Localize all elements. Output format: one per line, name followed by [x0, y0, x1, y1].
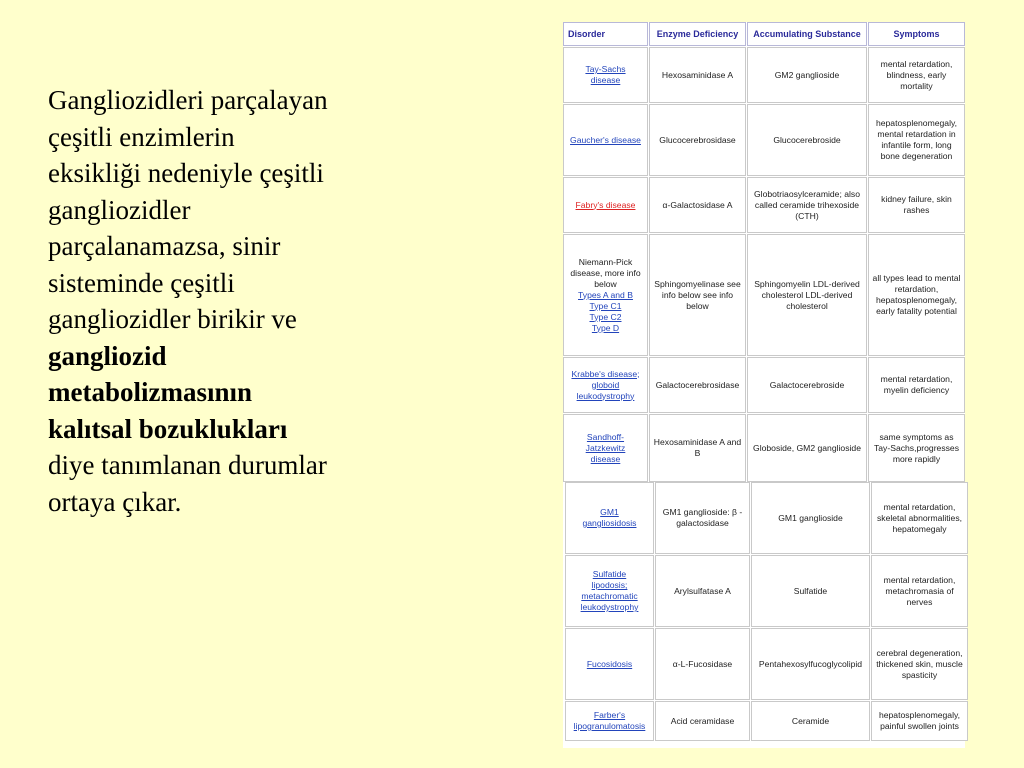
disorder-link[interactable]: Sulfatide [592, 569, 627, 579]
text-line: gangliozidler [48, 194, 191, 225]
text-line: çeşitli enzimlerin [48, 121, 235, 152]
header-symptoms: Symptoms [868, 22, 965, 46]
table-cell-symptoms: mental retardation, blindness, early mortality [868, 47, 965, 103]
table-cell-enzyme: Galactocerebrosidase [649, 357, 746, 413]
table-cell-disorder[interactable] [563, 104, 648, 176]
table-cell-substance: Globotriaosylceramide; also called ceramide trihexoside (CTH) [747, 177, 867, 233]
table-cell-enzyme: Arylsulfatase A [655, 555, 750, 627]
text-line: ortaya çıkar. [48, 486, 182, 517]
table-cell-symptoms: hepatosplenomegaly, mental retardation in infantile form, long bone degeneration [868, 104, 965, 176]
text-line: sisteminde çeşitli [48, 267, 235, 298]
table-cell-symptoms: mental retardation, metachromasia of nerves [871, 555, 968, 627]
disorder-link[interactable]: gangliosidosis [582, 518, 637, 528]
table-cell-symptoms: mental retardation, skeletal abnormalities, hepatomegaly [871, 482, 968, 554]
table-cell-disorder[interactable] [565, 701, 654, 741]
table-cell-enzyme: GM1 ganglioside: β -galactosidase [655, 482, 750, 554]
disorder-link[interactable]: globoid [591, 379, 620, 390]
disorder-text: Niemann-Pick disease, more info below [570, 256, 641, 289]
disorder-link[interactable]: Type C1 [589, 300, 622, 311]
table-cell-substance: Galactocerebroside [747, 357, 867, 413]
table-bottom [565, 482, 967, 741]
disorder-link[interactable]: metachromatic [581, 591, 638, 601]
table-cell-substance: Sphingomyelin LDL-derived cholesterol LDL-derived cholesterol [747, 234, 867, 356]
disorder-link[interactable]: Gaucher's disease [570, 134, 641, 145]
table-cell-enzyme: Sphingomyelinase see info below see info below [649, 234, 746, 356]
disorder-link[interactable]: GM1 [600, 507, 619, 517]
text-line: diye tanımlanan durumlar [48, 450, 327, 480]
header-disorder: Disorder [563, 22, 648, 46]
disorder-link[interactable]: Krabbe's disease; [571, 368, 640, 379]
table-cell-disorder [563, 234, 648, 356]
text-line: Gangliozidleri parçalayan [48, 85, 328, 115]
table-cell-disorder[interactable] [563, 357, 648, 413]
disorder-link[interactable]: Types A and B [578, 289, 633, 300]
disorder-link[interactable]: lipogranulomatosis [573, 721, 646, 731]
disorder-link[interactable]: Sandhoff- [586, 431, 625, 442]
bold-text-line: gangliozid [48, 340, 167, 371]
table-cell-enzyme: Hexosaminidase A and B [649, 414, 746, 482]
table-cell-enzyme: α-Galactosidase A [649, 177, 746, 233]
table-cell-substance: Globoside, GM2 ganglioside [747, 414, 867, 482]
disorder-link[interactable]: leukodystrophy [576, 390, 635, 401]
table-cell-symptoms: kidney failure, skin rashes [868, 177, 965, 233]
disorder-link[interactable]: Fucosidosis [586, 658, 633, 669]
disorder-table [563, 22, 965, 748]
bold-text-line: kalıtsal bozuklukları [48, 413, 288, 444]
table-cell-substance: GM2 ganglioside [747, 47, 867, 103]
table-cell-symptoms: all types lead to mental retardation, hepatosplenomegaly, early fatality potential [868, 234, 965, 356]
disorder-link[interactable]: Farber's [593, 710, 626, 720]
header-substance: Accumulating Substance [747, 22, 867, 46]
text-line: gangliozidler birikir ve [48, 304, 297, 334]
disorder-link[interactable]: Jatzkewitz [585, 442, 626, 453]
table-cell-substance: Ceramide [751, 701, 870, 741]
table-cell-symptoms: same symptoms as Tay-Sachs,progresses more rapidly [868, 414, 965, 482]
table-cell-enzyme: Glucocerebrosidase [649, 104, 746, 176]
disorder-link[interactable]: leukodystrophy [580, 602, 639, 612]
text-line: parçalanamazsa, sinir [48, 231, 281, 261]
table-cell-substance: Glucocerebroside [747, 104, 867, 176]
disorder-link[interactable]: Type C2 [589, 311, 622, 322]
table-cell-disorder[interactable] [565, 555, 654, 627]
table-cell-disorder[interactable] [563, 177, 648, 233]
disorder-link[interactable]: lipodosis; [591, 580, 628, 590]
description-paragraph [48, 82, 478, 520]
disorder-link[interactable]: Tay-Sachs [585, 64, 626, 74]
table-cell-disorder[interactable] [563, 414, 648, 482]
disorder-link[interactable]: Type D [591, 322, 620, 333]
table-cell-disorder[interactable] [565, 628, 654, 700]
table-cell-substance: GM1 ganglioside [751, 482, 870, 554]
table-cell-enzyme: α-L-Fucosidase [655, 628, 750, 700]
disorder-link[interactable]: disease [590, 453, 621, 464]
table-cell-substance: Sulfatide [751, 555, 870, 627]
table-cell-symptoms: mental retardation, myelin deficiency [868, 357, 965, 413]
table-top [563, 22, 965, 482]
header-enzyme: Enzyme Deficiency [649, 22, 746, 46]
table-cell-substance: Pentahexosylfucoglycolipid [751, 628, 870, 700]
table-cell-symptoms: cerebral degeneration, thickened skin, muscle spasticity [871, 628, 968, 700]
disorder-link[interactable]: Fabry's disease [575, 199, 636, 210]
table-cell-symptoms: hepatosplenomegaly, painful swollen joints [871, 701, 968, 741]
table-cell-disorder[interactable] [563, 47, 648, 103]
text-line: eksikliği nedeniyle çeşitli [48, 158, 324, 188]
disorder-link[interactable]: disease [590, 75, 621, 85]
table-cell-enzyme: Hexosaminidase A [649, 47, 746, 103]
bold-text-line: metabolizmasının [48, 377, 253, 407]
table-cell-disorder[interactable] [565, 482, 654, 554]
table-cell-enzyme: Acid ceramidase [655, 701, 750, 741]
